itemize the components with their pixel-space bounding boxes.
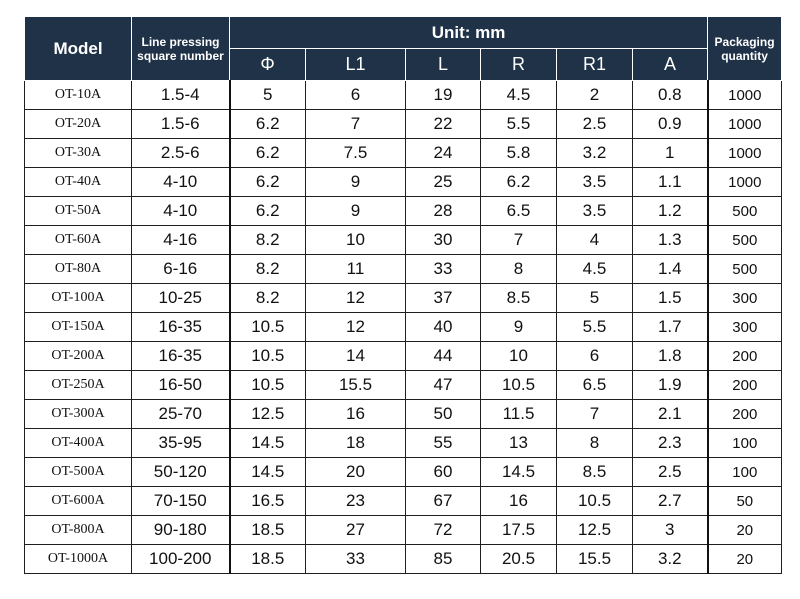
cell-line-pressing: 2.5-6 [132,139,230,168]
cell-packaging: 200 [708,342,782,371]
cell-phi: 10.5 [230,313,306,342]
cell-packaging: 500 [708,255,782,284]
cell-line-pressing: 1.5-4 [132,81,230,110]
cell-phi: 18.5 [230,516,306,545]
cell-packaging: 50 [708,487,782,516]
cell-r: 14.5 [481,458,557,487]
cell-l: 72 [406,516,481,545]
cell-packaging: 300 [708,313,782,342]
cell-phi: 8.2 [230,284,306,313]
cell-r1: 10.5 [557,487,633,516]
table-row [25,226,782,255]
cell-packaging: 20 [708,545,782,574]
cell-l1: 23 [306,487,406,516]
cell-a: 2.3 [633,429,708,458]
table-row [25,110,782,139]
cell-a: 1.2 [633,197,708,226]
cell-l: 55 [406,429,481,458]
cell-l: 24 [406,139,481,168]
cell-model: OT-600A [25,487,132,516]
table-row [25,429,782,458]
table-row [25,371,782,400]
cell-l1: 15.5 [306,371,406,400]
cell-l: 25 [406,168,481,197]
cell-l: 30 [406,226,481,255]
cell-a: 1.8 [633,342,708,371]
table-row [25,545,782,574]
cell-phi: 14.5 [230,429,306,458]
cell-l1: 6 [306,81,406,110]
cell-r: 16 [481,487,557,516]
cell-l1: 16 [306,400,406,429]
cell-model: OT-200A [25,342,132,371]
cell-packaging: 300 [708,284,782,313]
cell-phi: 16.5 [230,487,306,516]
table-row [25,255,782,284]
cell-line-pressing: 4-10 [132,168,230,197]
cell-l: 50 [406,400,481,429]
cell-packaging: 200 [708,371,782,400]
cell-r1: 5 [557,284,633,313]
header-dim-r1: R1 [557,49,633,81]
cell-l: 85 [406,545,481,574]
cell-packaging: 100 [708,458,782,487]
cell-r: 6.5 [481,197,557,226]
cell-model: OT-300A [25,400,132,429]
table-row [25,342,782,371]
cell-phi: 6.2 [230,110,306,139]
cell-l: 37 [406,284,481,313]
cell-r1: 3.5 [557,168,633,197]
header-dim-l: L [406,49,481,81]
cell-r: 7 [481,226,557,255]
cell-l1: 20 [306,458,406,487]
header-unit: Unit: mm [230,17,708,49]
cell-model: OT-250A [25,371,132,400]
header-dim-l1: L1 [306,49,406,81]
table-row [25,168,782,197]
cell-l1: 33 [306,545,406,574]
cell-r: 11.5 [481,400,557,429]
table-row [25,487,782,516]
cell-r1: 12.5 [557,516,633,545]
cell-line-pressing: 4-16 [132,226,230,255]
cell-r1: 4 [557,226,633,255]
cell-a: 1.5 [633,284,708,313]
cell-line-pressing: 90-180 [132,516,230,545]
cell-r: 8 [481,255,557,284]
cell-a: 0.8 [633,81,708,110]
cell-r: 6.2 [481,168,557,197]
terminal-spec-table [24,16,782,574]
header-dim-a: A [633,49,708,81]
cell-l1: 9 [306,168,406,197]
cell-line-pressing: 16-35 [132,313,230,342]
cell-r1: 5.5 [557,313,633,342]
cell-line-pressing: 35-95 [132,429,230,458]
cell-l1: 10 [306,226,406,255]
cell-r: 17.5 [481,516,557,545]
cell-model: OT-80A [25,255,132,284]
cell-packaging: 200 [708,400,782,429]
cell-r1: 4.5 [557,255,633,284]
cell-phi: 10.5 [230,371,306,400]
cell-line-pressing: 70-150 [132,487,230,516]
cell-phi: 8.2 [230,226,306,255]
cell-l: 22 [406,110,481,139]
cell-r: 5.8 [481,139,557,168]
cell-packaging: 1000 [708,110,782,139]
cell-l1: 9 [306,197,406,226]
cell-line-pressing: 16-50 [132,371,230,400]
cell-l1: 12 [306,313,406,342]
cell-phi: 6.2 [230,197,306,226]
cell-l1: 14 [306,342,406,371]
cell-r: 13 [481,429,557,458]
cell-r1: 3.5 [557,197,633,226]
table-body [25,81,782,574]
cell-model: OT-800A [25,516,132,545]
cell-r: 4.5 [481,81,557,110]
cell-line-pressing: 100-200 [132,545,230,574]
cell-packaging: 100 [708,429,782,458]
cell-a: 2.7 [633,487,708,516]
cell-packaging: 1000 [708,81,782,110]
cell-model: OT-1000A [25,545,132,574]
cell-a: 1.7 [633,313,708,342]
cell-line-pressing: 25-70 [132,400,230,429]
cell-r1: 6.5 [557,371,633,400]
cell-r1: 2.5 [557,110,633,139]
cell-packaging: 1000 [708,168,782,197]
cell-line-pressing: 16-35 [132,342,230,371]
cell-a: 3.2 [633,545,708,574]
cell-line-pressing: 4-10 [132,197,230,226]
table-row [25,197,782,226]
cell-a: 0.9 [633,110,708,139]
cell-a: 3 [633,516,708,545]
table-row [25,284,782,313]
cell-model: OT-40A [25,168,132,197]
cell-r1: 3.2 [557,139,633,168]
cell-model: OT-100A [25,284,132,313]
cell-l: 33 [406,255,481,284]
cell-phi: 8.2 [230,255,306,284]
cell-l1: 7 [306,110,406,139]
cell-model: OT-10A [25,81,132,110]
cell-l1: 12 [306,284,406,313]
cell-phi: 10.5 [230,342,306,371]
cell-r1: 2 [557,81,633,110]
cell-l: 44 [406,342,481,371]
cell-model: OT-20A [25,110,132,139]
cell-r1: 8 [557,429,633,458]
cell-l1: 11 [306,255,406,284]
cell-r1: 8.5 [557,458,633,487]
table-row [25,400,782,429]
header-packaging: Packaging quantity [708,17,782,81]
table-row [25,81,782,110]
table-row [25,516,782,545]
cell-packaging: 500 [708,226,782,255]
cell-packaging: 1000 [708,139,782,168]
cell-r: 10 [481,342,557,371]
cell-model: OT-400A [25,429,132,458]
cell-a: 1.1 [633,168,708,197]
cell-r: 8.5 [481,284,557,313]
header-dim-r: R [481,49,557,81]
cell-a: 2.1 [633,400,708,429]
cell-phi: 14.5 [230,458,306,487]
cell-a: 2.5 [633,458,708,487]
cell-model: OT-30A [25,139,132,168]
cell-packaging: 500 [708,197,782,226]
table-row [25,313,782,342]
cell-l: 60 [406,458,481,487]
cell-l: 47 [406,371,481,400]
header-model: Model [25,17,132,81]
cell-model: OT-60A [25,226,132,255]
cell-r: 9 [481,313,557,342]
cell-l: 28 [406,197,481,226]
cell-line-pressing: 50-120 [132,458,230,487]
cell-l: 19 [406,81,481,110]
cell-line-pressing: 1.5-6 [132,110,230,139]
header-line-pressing: Line pressing square number [132,17,230,81]
cell-l: 67 [406,487,481,516]
cell-a: 1.4 [633,255,708,284]
cell-a: 1.3 [633,226,708,255]
table-row [25,458,782,487]
cell-r1: 6 [557,342,633,371]
cell-model: OT-500A [25,458,132,487]
cell-phi: 18.5 [230,545,306,574]
cell-line-pressing: 6-16 [132,255,230,284]
cell-packaging: 20 [708,516,782,545]
cell-l1: 18 [306,429,406,458]
cell-r1: 15.5 [557,545,633,574]
header-dim-phi: Φ [230,49,306,81]
cell-model: OT-150A [25,313,132,342]
spec-table-container [24,16,781,582]
cell-phi: 12.5 [230,400,306,429]
cell-a: 1 [633,139,708,168]
cell-r: 5.5 [481,110,557,139]
cell-model: OT-50A [25,197,132,226]
cell-line-pressing: 10-25 [132,284,230,313]
cell-r: 10.5 [481,371,557,400]
cell-r: 20.5 [481,545,557,574]
table-row [25,139,782,168]
cell-phi: 6.2 [230,168,306,197]
cell-a: 1.9 [633,371,708,400]
cell-l1: 27 [306,516,406,545]
cell-l1: 7.5 [306,139,406,168]
cell-phi: 6.2 [230,139,306,168]
cell-r1: 7 [557,400,633,429]
cell-l: 40 [406,313,481,342]
cell-phi: 5 [230,81,306,110]
